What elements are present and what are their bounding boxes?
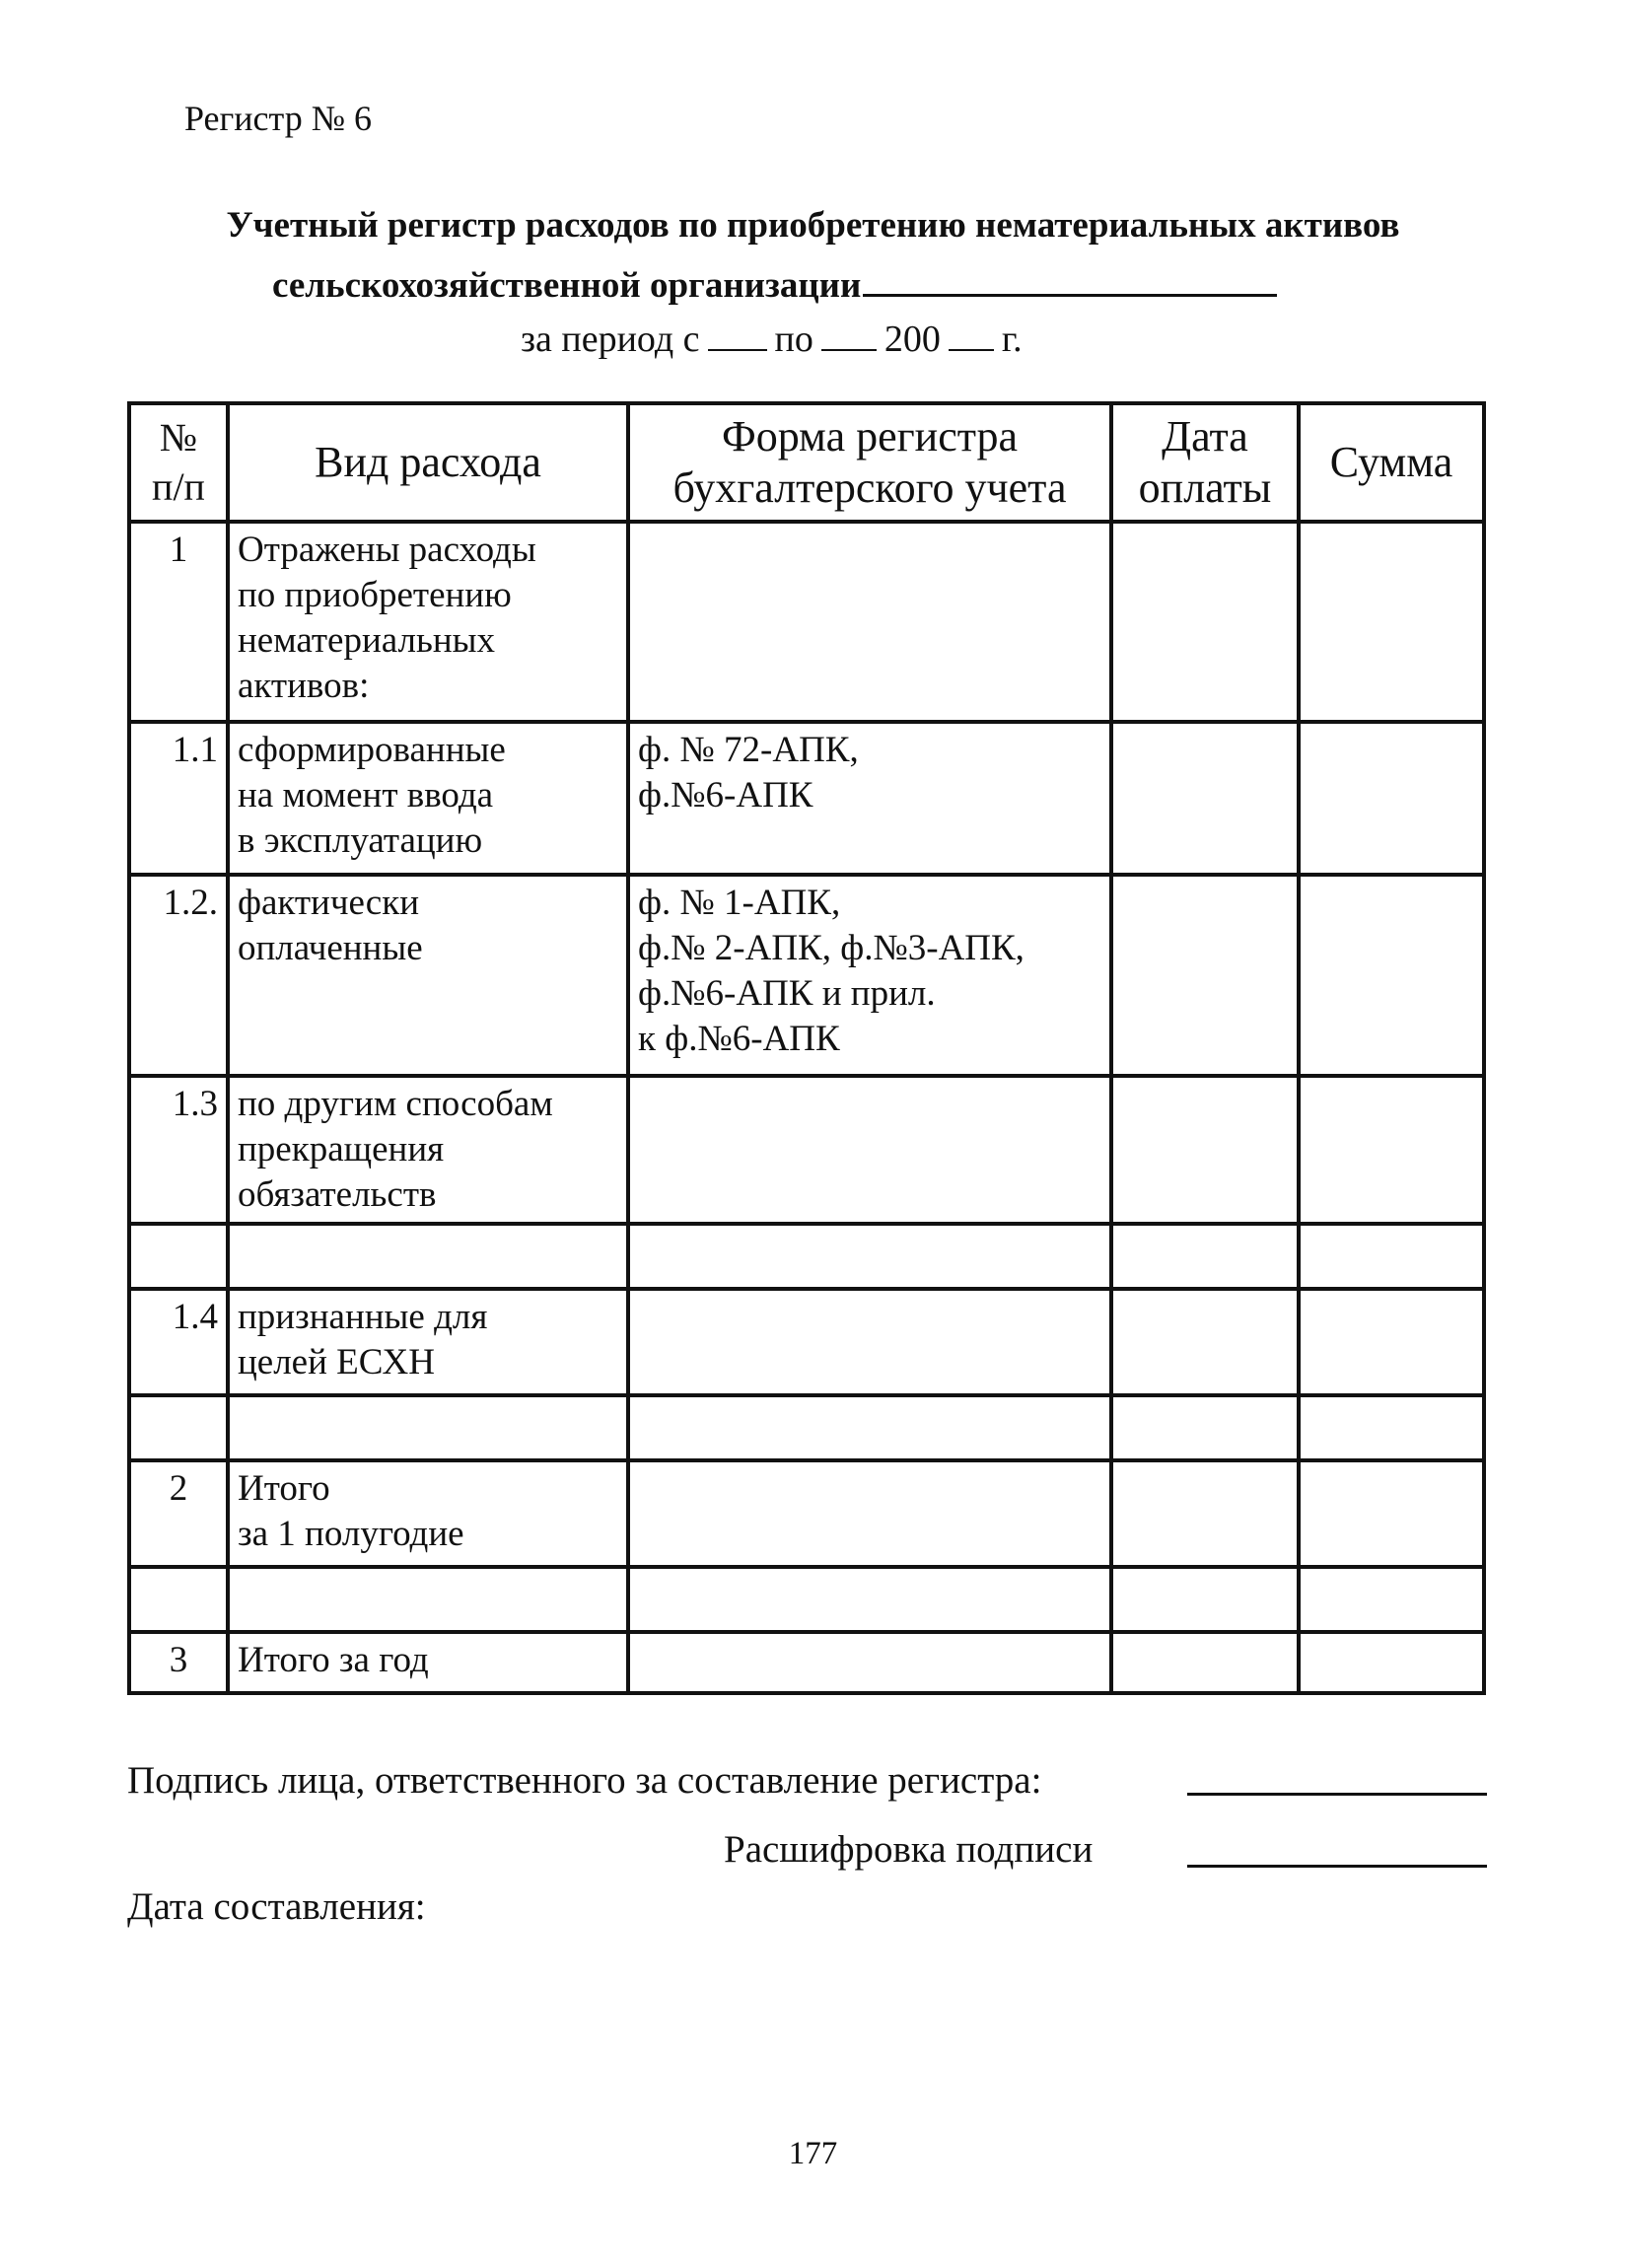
table-row (129, 1395, 1484, 1460)
compile-date-label: Дата составления: (127, 1885, 426, 1928)
cell-form (628, 1395, 1111, 1460)
cell-form: ф. № 72-АПК, ф.№6-АПК (628, 722, 1111, 875)
table-row (129, 1460, 1484, 1567)
table-header-row (129, 403, 1484, 522)
cell-date (1111, 1076, 1299, 1224)
cell-type: сформированные на момент ввода в эксплуатацию (228, 722, 628, 875)
cell-sum (1299, 1632, 1484, 1693)
register-number: Регистр № 6 (184, 99, 373, 138)
table-row (129, 1076, 1484, 1224)
cell-sum (1299, 1224, 1484, 1289)
cell-num: 1.1 (129, 722, 228, 875)
header-type: Вид расхода (228, 403, 628, 522)
cell-sum (1299, 522, 1484, 722)
header-sum: Сумма (1299, 403, 1484, 522)
cell-date (1111, 875, 1299, 1076)
table-row (129, 1632, 1484, 1693)
header-form: Форма регистра бухгалтерского учета (628, 403, 1111, 522)
cell-date (1111, 1395, 1299, 1460)
table-row (129, 722, 1484, 875)
cell-date (1111, 1289, 1299, 1395)
register-table (127, 401, 1486, 1695)
cell-num: 3 (129, 1632, 228, 1693)
period-from-blank (708, 319, 767, 351)
cell-form (628, 1567, 1111, 1632)
cell-type: Отражены расходы по приобретению нематериальных активов: (228, 522, 628, 722)
cell-form (628, 522, 1111, 722)
cell-form (628, 1632, 1111, 1693)
cell-form: ф. № 1-АПК, ф.№ 2-АПК, ф.№3-АПК, ф.№6-АПК и прил. к ф.№6-АПК (628, 875, 1111, 1076)
period-to-label: по (774, 319, 813, 360)
signature-decode-label: Расшифровка подписи (724, 1828, 1094, 1871)
cell-form (628, 1076, 1111, 1224)
signature-decode-blank-field (1187, 1865, 1487, 1868)
table-row (129, 875, 1484, 1076)
cell-type: Итого за 1 полугодие (228, 1460, 628, 1567)
cell-type: признанные для целей ЕСХН (228, 1289, 628, 1395)
cell-date (1111, 1224, 1299, 1289)
table-row (129, 1224, 1484, 1289)
period-year-suffix: г. (1001, 319, 1023, 360)
period-year-prefix: 200 (884, 319, 941, 360)
cell-form (628, 1289, 1111, 1395)
header-num: № п/п (129, 403, 228, 522)
period-prefix: за период с (521, 319, 700, 360)
document-title-organization (272, 258, 1277, 311)
cell-num: 2 (129, 1460, 228, 1567)
cell-sum (1299, 1076, 1484, 1224)
signature-blank-field (1187, 1793, 1487, 1796)
cell-date (1111, 1632, 1299, 1693)
header-date: Дата оплаты (1111, 403, 1299, 522)
cell-sum (1299, 875, 1484, 1076)
cell-num (129, 1224, 228, 1289)
cell-num: 1 (129, 522, 228, 722)
signature-label: Подпись лица, ответственного за составление регистра: (127, 1759, 1042, 1802)
cell-type (228, 1395, 628, 1460)
period-to-blank (821, 319, 877, 351)
table-row (129, 522, 1484, 722)
cell-type: Итого за год (228, 1632, 628, 1693)
page-number: 177 (788, 2136, 838, 2171)
cell-form (628, 1460, 1111, 1567)
period-year-blank (949, 319, 994, 351)
cell-num: 1.2. (129, 875, 228, 1076)
cell-num: 1.3 (129, 1076, 228, 1224)
cell-sum (1299, 1395, 1484, 1460)
cell-type (228, 1224, 628, 1289)
organization-blank-field (863, 258, 1277, 297)
cell-date (1111, 522, 1299, 722)
table-row (129, 1567, 1484, 1632)
cell-sum (1299, 1567, 1484, 1632)
cell-num: 1.4 (129, 1289, 228, 1395)
cell-date (1111, 722, 1299, 875)
cell-num (129, 1567, 228, 1632)
cell-num (129, 1395, 228, 1460)
cell-date (1111, 1460, 1299, 1567)
document-title: Учетный регистр расходов по приобретению нематериальных активов (226, 205, 1400, 246)
cell-sum (1299, 1460, 1484, 1567)
cell-type: фактически оплаченные (228, 875, 628, 1076)
period-line (521, 314, 1023, 365)
table-row (129, 1289, 1484, 1395)
cell-date (1111, 1567, 1299, 1632)
cell-type: по другим способам прекращения обязательств (228, 1076, 628, 1224)
cell-sum (1299, 722, 1484, 875)
cell-type (228, 1567, 628, 1632)
cell-sum (1299, 1289, 1484, 1395)
cell-form (628, 1224, 1111, 1289)
organization-label: сельскохозяйственной организации (272, 265, 862, 306)
